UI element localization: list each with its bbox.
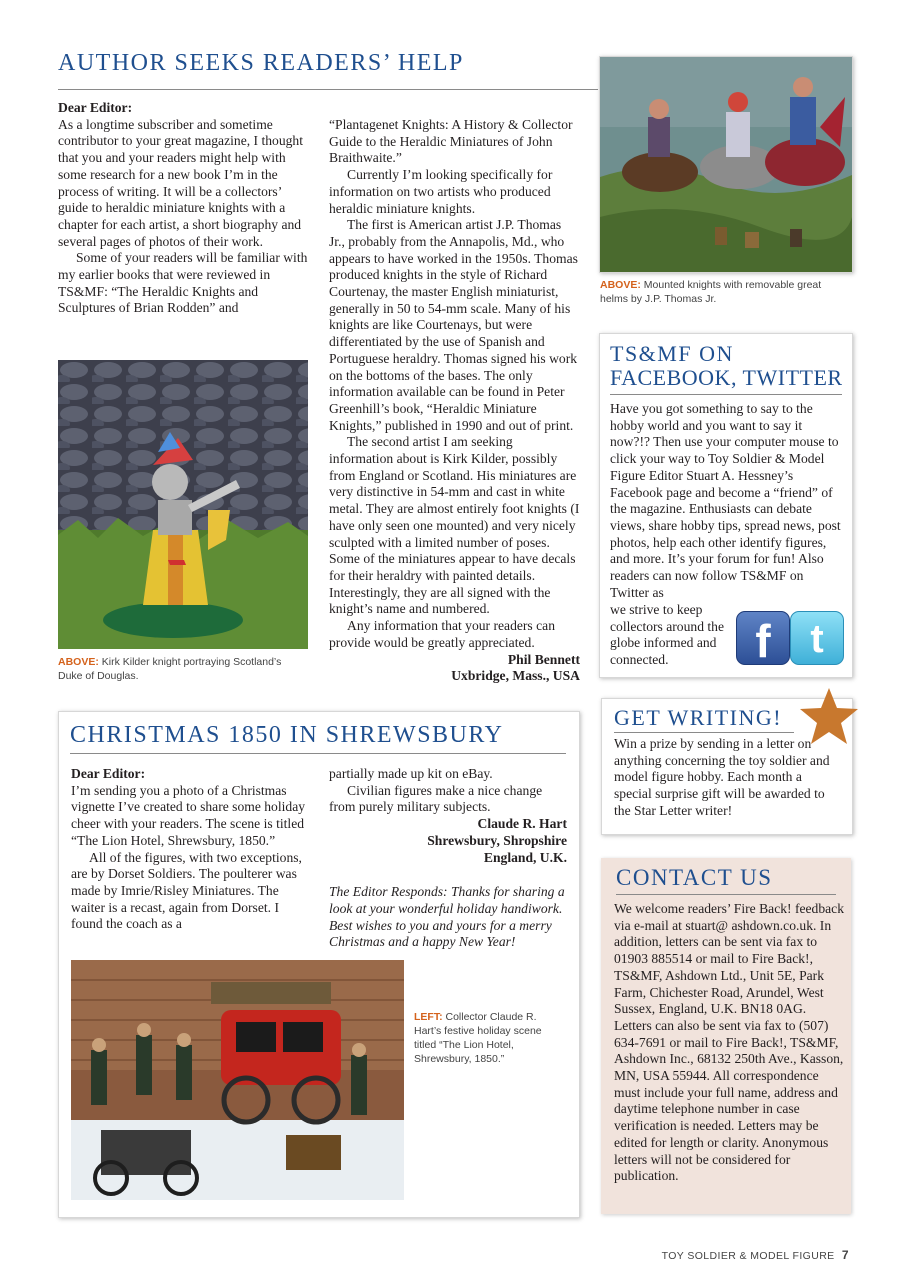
social-media-box (599, 333, 853, 678)
letter2-paragraph: partially made up kit on eBay. (329, 766, 493, 781)
letter1-paragraph: “Plantagenet Knights: A History & Collector Guide to the Heraldic Miniatures of John Braithwaite.” (329, 117, 573, 166)
caption-text: Mounted knights with removable great helms by J.P. Thomas Jr. (600, 279, 822, 305)
letter2-paragraph: Civilian figures make a nice change from purely military subjects. (329, 782, 543, 815)
footer-page-number: 7 (841, 1248, 849, 1262)
letter2-title: CHRISTMAS 1850 IN SHREWSBURY (70, 722, 504, 748)
lion-hotel-vignette-photo (71, 960, 404, 1200)
get-writing-rule (614, 732, 794, 733)
social-body-tail (610, 602, 730, 669)
letter2-column-2 (329, 766, 567, 951)
letter2-caption (414, 1010, 564, 1066)
contact-paragraph: We welcome readers’ Fire Back! feedback via e-mail at stuart@ ashdown.co.uk. In addition, letters can be sent via fax to 01903 885514 or mail to Fire Back!, TS&MF, Ashdown Ltd., Unit 5E, Park Farm, Chichester Road, Arundel, West Sussex, England, U.K. BN18 0AG. Letters can also be sent via fax to (507) 634-7691 or mail to Fire Back!, TS&MF, Ashdown Inc., 68132 250th Ave., Kasson, MN, USA 55944. All correspondence must include your full name, address and daytime telephone number in case verification is needed. Letters may be edited for length or clarity. Anonymous letters will not be considered for publication. (614, 901, 844, 1184)
get-writing-title: GET WRITING! (614, 705, 783, 730)
letter1-paragraph: The first is American artist J.P. Thomas Jr., probably from the Annapolis, Md., who appears to have worked in the 1950s. Thomas produced knights in the style of Richard Courtenay, the master English miniaturist, generally in 50 to 54-mm scale. Many of his knights are like Courtenays, but were differentiated by the use of Spanish and Portuguese heraldry. Thomas signed his work on the bottoms of the bases. The only information available can be found in Peter Greenhill’s book, “Heraldic Miniature Knights,” published in 1990 and out of print. (329, 217, 578, 433)
letter2-column-1 (71, 766, 311, 933)
footer-magazine-name: TOY SOLDIER & MODEL FIGURE (661, 1250, 835, 1262)
letter1-caption-left (58, 655, 308, 683)
page-footer (662, 1248, 849, 1262)
social-title-line1: TS&MF ON (610, 341, 734, 366)
letter1-title: AUTHOR SEEKS READERS’ HELP (58, 50, 464, 76)
letter2-paragraph: I’m sending you a photo of a Christmas vignette I’ve created to share some holiday cheer with your readers. The scene is titled “The Lion Hotel, Shrewsbury, 1850.” (71, 782, 306, 848)
letter2-signature-country: England, U.K. (483, 849, 567, 865)
twitter-glyph: t (810, 617, 824, 661)
contact-body (614, 901, 846, 1185)
letter1-title-rule (58, 89, 598, 90)
get-writing-body (614, 736, 840, 820)
letter2-signature-place: Shrewsbury, Shropshire (427, 832, 567, 848)
social-paragraph-tail: we strive to keep collectors around the globe informed and connected. (610, 602, 724, 668)
social-title-rule (610, 394, 842, 395)
kirk-kilder-knight-photo (58, 360, 308, 649)
letter1-signature-name: Phil Bennett (507, 651, 580, 667)
letter1-salutation: Dear Editor: (58, 100, 133, 115)
mounted-knights-photo (599, 56, 853, 273)
social-paragraph: Have you got something to say to the hobby world and you want to say it now?!? Then use your computer mouse to click your way to Toy Soldier & Model Figure Editor Stuart A. Hessney’s Facebook page and become a “friend” of the magazine. Enthusiasts can debate views, share hobby tips, spread news, post photos, help each other identify figures, and more. It’s your forum for fun! Also readers can now follow TS&MF on Twitter as (610, 401, 841, 600)
contact-box (601, 858, 851, 1214)
letter2-title-rule (70, 753, 566, 754)
letter1-signature-place: Uxbridge, Mass., USA (451, 668, 580, 684)
social-title-line2: FACEBOOK, TWITTER (610, 365, 843, 390)
letter2-paragraph: All of the figures, with two exceptions, are by Dorset Soldiers. The poulterer was made by Imrie/Risley Miniatures. The waiter is a recast, again from Dorset. I found the coach as a (71, 849, 302, 932)
facebook-icon[interactable] (736, 611, 790, 665)
letter1-paragraph: Some of your readers will be familiar with my earlier books that were reviewed in TS&MF: “The Heraldic Knights and Sculptures of Brian Rodden” and (58, 250, 308, 316)
letter1-paragraph: The second artist I am seeking information about is Kirk Kilder, possibly from England or Scotland. His miniatures are very distinctive in 54-mm and cast in white metal. They are almost entirely foot knights (I have only seen one mounted) and very nicely sculpted with a limited number of poses. Some of the miniatures appear to have decals for their heraldry with painted details. Interestingly, they are all signed with the knight’s name and numbered. (329, 434, 580, 617)
contact-rule (616, 894, 836, 895)
caption-text: Collector Claude R. Hart’s festive holiday scene titled “The Lion Hotel, Shrewsbury, 1850.” (414, 1011, 542, 1065)
letter1-column-1 (58, 100, 310, 317)
facebook-glyph: f (755, 615, 771, 667)
caption-text: Kirk Kilder knight portraying Scotland’s Duke of Douglas. (58, 656, 282, 682)
twitter-icon[interactable] (790, 611, 844, 665)
social-body (610, 401, 842, 601)
caption-label: LEFT: (414, 1011, 443, 1023)
letter2-salutation: Dear Editor: (71, 766, 146, 781)
letter1-paragraph: Currently I’m looking specifically for information on two artists who produced heraldic miniature knights. (329, 167, 553, 216)
caption-label: ABOVE: (58, 656, 99, 668)
caption-label: ABOVE: (600, 279, 641, 291)
letter1-paragraph: As a longtime subscriber and sometime contributor to your great magazine, I thought that you and your readers might help with some research for a new book I’m in the process of writing. It will be a collectors’ guide to heraldic miniature knights with a chapter for each artist, a short biography and several pages of photos of their work. (58, 116, 303, 249)
letter1-column-2 (329, 117, 580, 685)
get-writing-paragraph: Win a prize by sending in a letter on anything concerning the toy soldier and model figure hobby. Each month a special surprise gift will be awarded to the Star Letter writer! (614, 736, 830, 818)
star-icon (798, 686, 860, 748)
contact-title: CONTACT US (616, 865, 773, 890)
letter2-signature-name: Claude R. Hart (477, 816, 567, 832)
letter1-paragraph: Any information that your readers can provide would be greatly appreciated. (329, 618, 555, 650)
letter1-caption-right (600, 278, 850, 306)
editor-response: The Editor Responds: Thanks for sharing a look at your wonderful holiday handiwork. Best wishes to you and yours for a merry Christmas and a happy New Year! (329, 884, 565, 950)
